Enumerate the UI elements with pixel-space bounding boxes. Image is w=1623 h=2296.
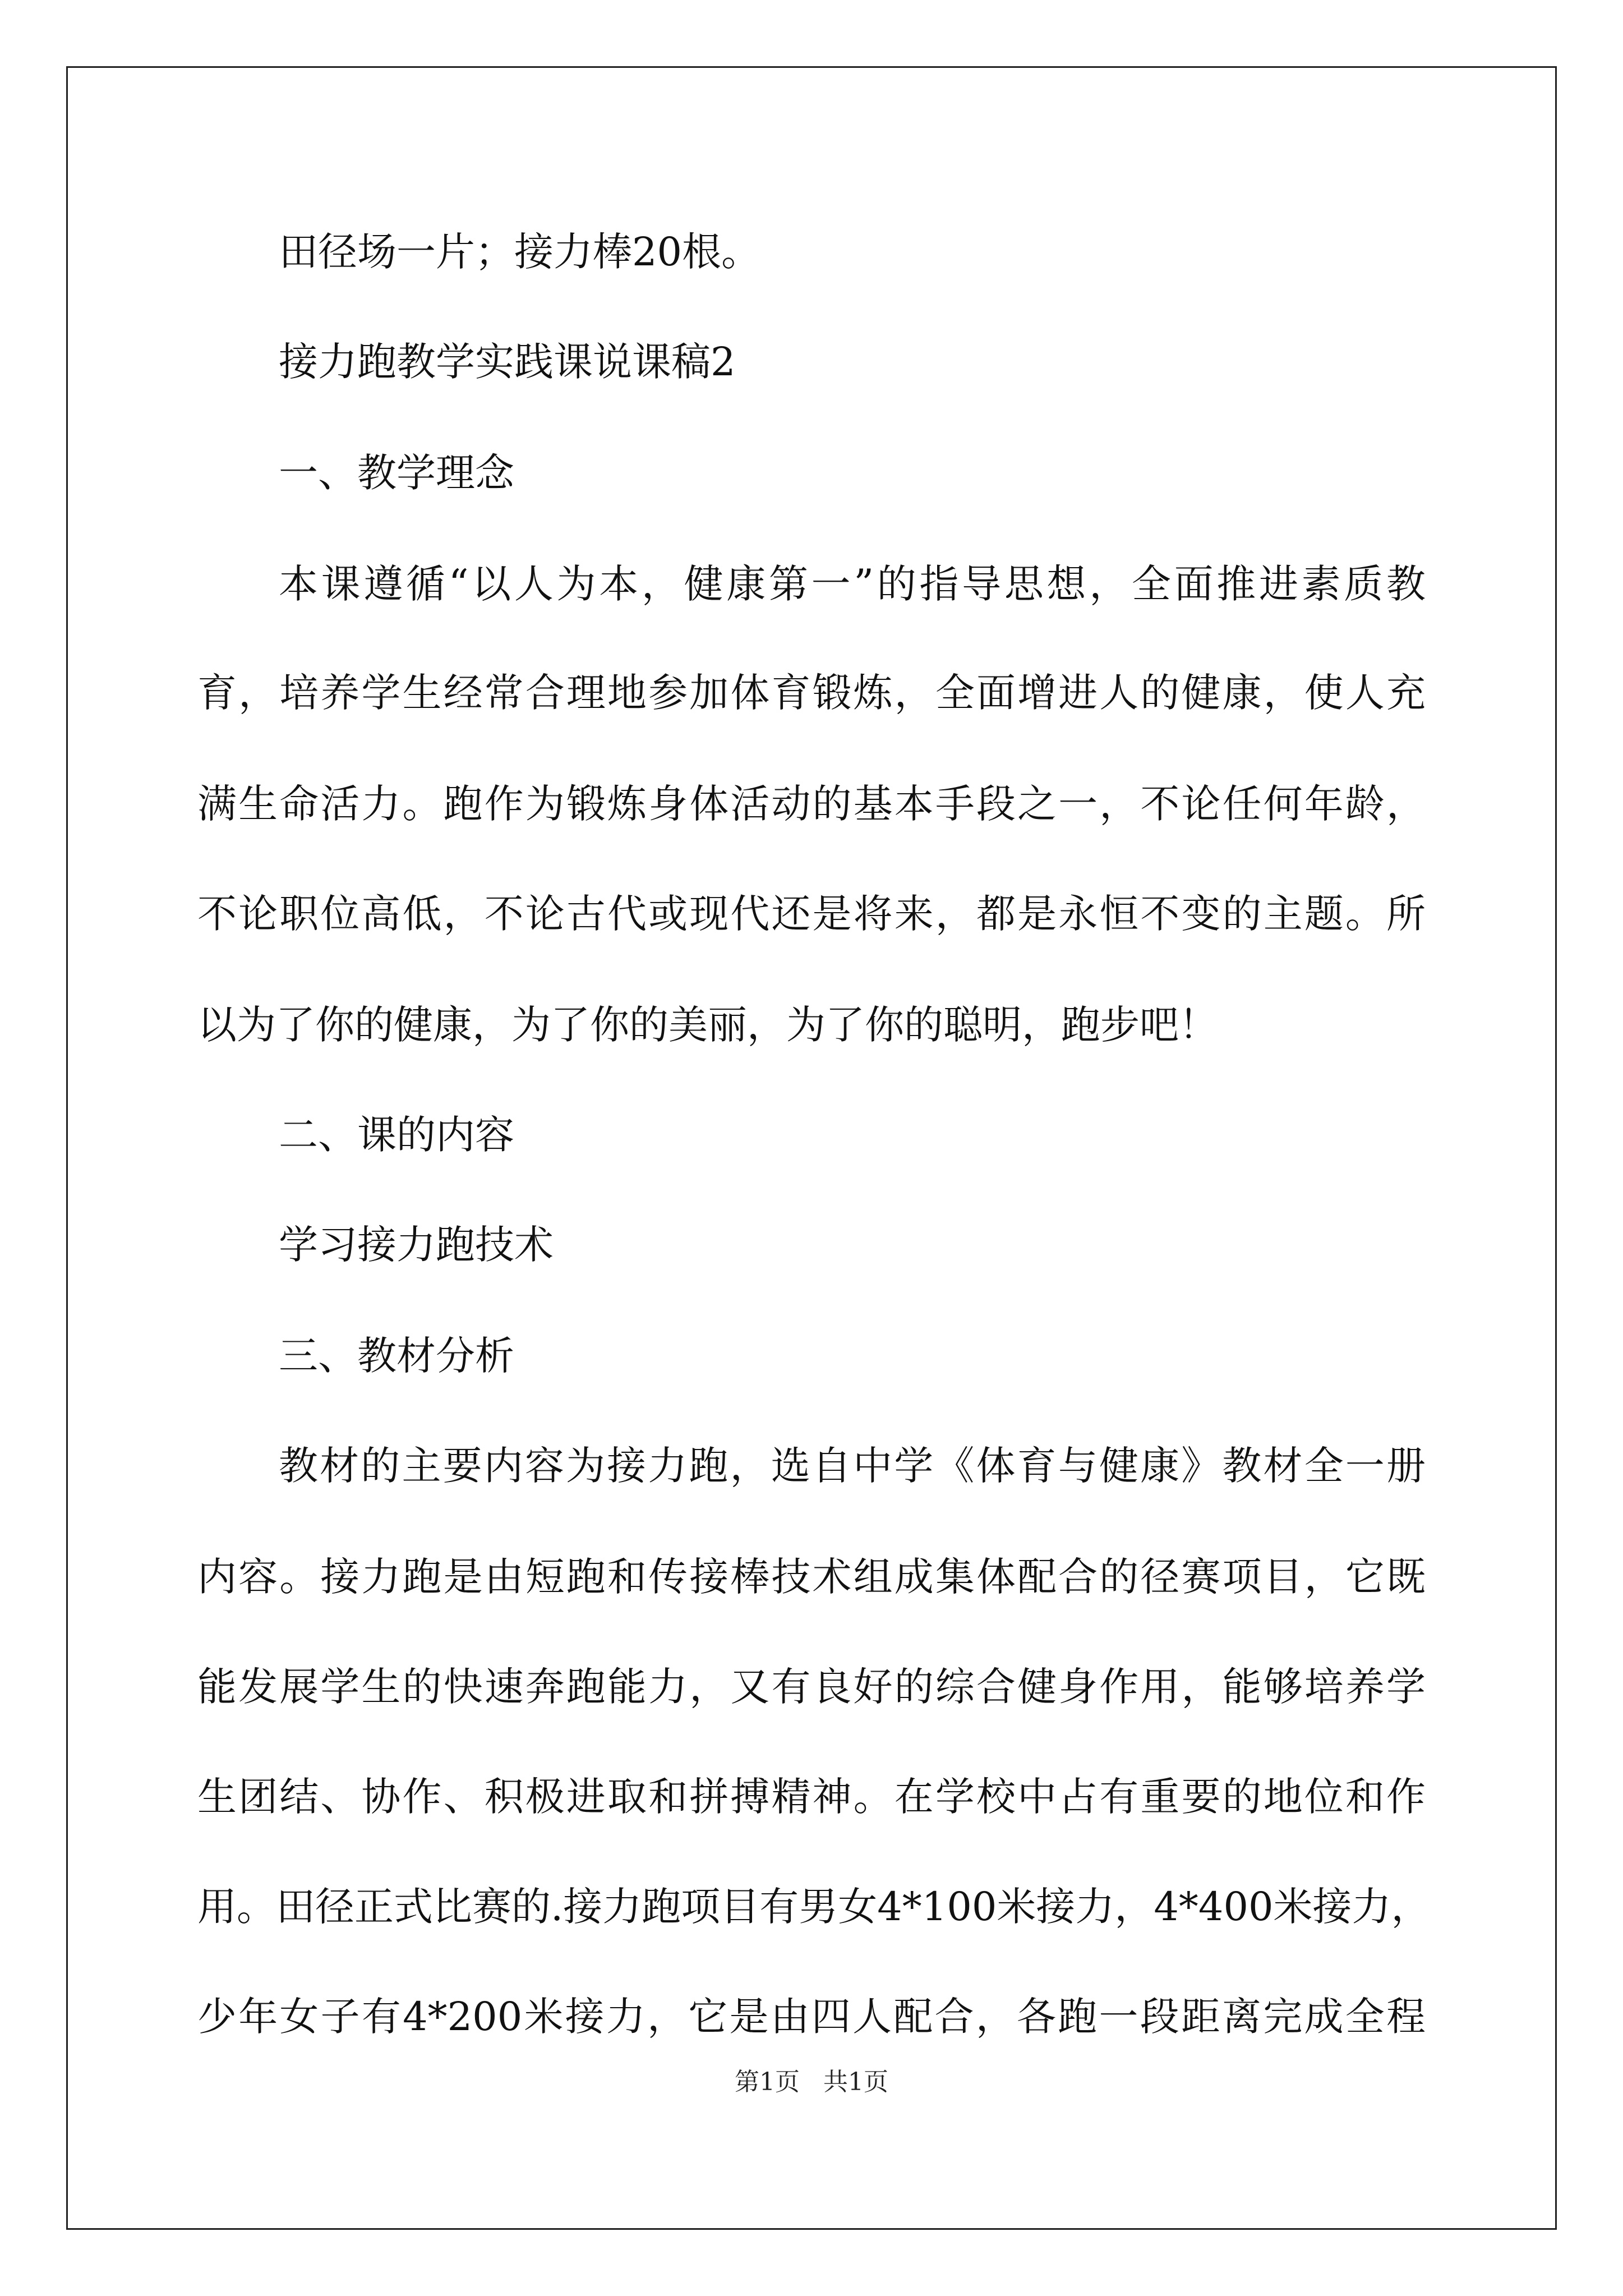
paragraph-line: 满生命活力。跑作为锻炼身体活动的基本手段之一，不论任何年龄，	[197, 781, 1426, 827]
paragraph-line: 本课遵循“以人为本，健康第一”的指导思想，全面推进素质教	[279, 561, 1426, 607]
paragraph-line: 教材的主要内容为接力跑，选自中学《体育与健康》教材全一册	[279, 1443, 1426, 1489]
paragraph-line: 育，培养学生经常合理地参加体育锻炼，全面增进人的健康，使人充	[197, 670, 1426, 716]
paragraph-line: 内容。接力跑是由短跑和传接棒技术组成集体配合的径赛项目，它既	[197, 1554, 1426, 1600]
page-number-current: 第1页	[735, 2068, 800, 2096]
paragraph-line: 用。田径正式比赛的.接力跑项目有男女4*100米接力，4*400米接力，	[197, 1884, 1431, 1930]
heading-course-content: 二、课的内容	[279, 1112, 514, 1158]
page-footer	[0, 2065, 1623, 2099]
paragraph-equipment: 田径场一片；接力棒20根。	[279, 229, 761, 275]
section-title: 接力跑教学实践课说课稿2	[279, 339, 736, 385]
heading-teaching-philosophy: 一、教学理念	[279, 450, 514, 496]
paragraph-course-content: 学习接力跑技术	[279, 1222, 554, 1268]
paragraph-line: 生团结、协作、积极进取和拼搏精神。在学校中占有重要的地位和作	[197, 1774, 1426, 1820]
heading-material-analysis: 三、教材分析	[279, 1333, 514, 1379]
paragraph-line: 不论职位高低，不论古代或现代还是将来，都是永恒不变的主题。所	[197, 891, 1426, 937]
page-number-total: 共1页	[823, 2068, 888, 2096]
paragraph-line: 以为了你的健康，为了你的美丽，为了你的聪明，跑步吧！	[197, 1002, 1218, 1048]
paragraph-line: 能发展学生的快速奔跑能力，又有良好的综合健身作用，能够培养学	[197, 1664, 1426, 1710]
paragraph-line: 少年女子有4*200米接力，它是由四人配合，各跑一段距离完成全程	[197, 1994, 1426, 2040]
